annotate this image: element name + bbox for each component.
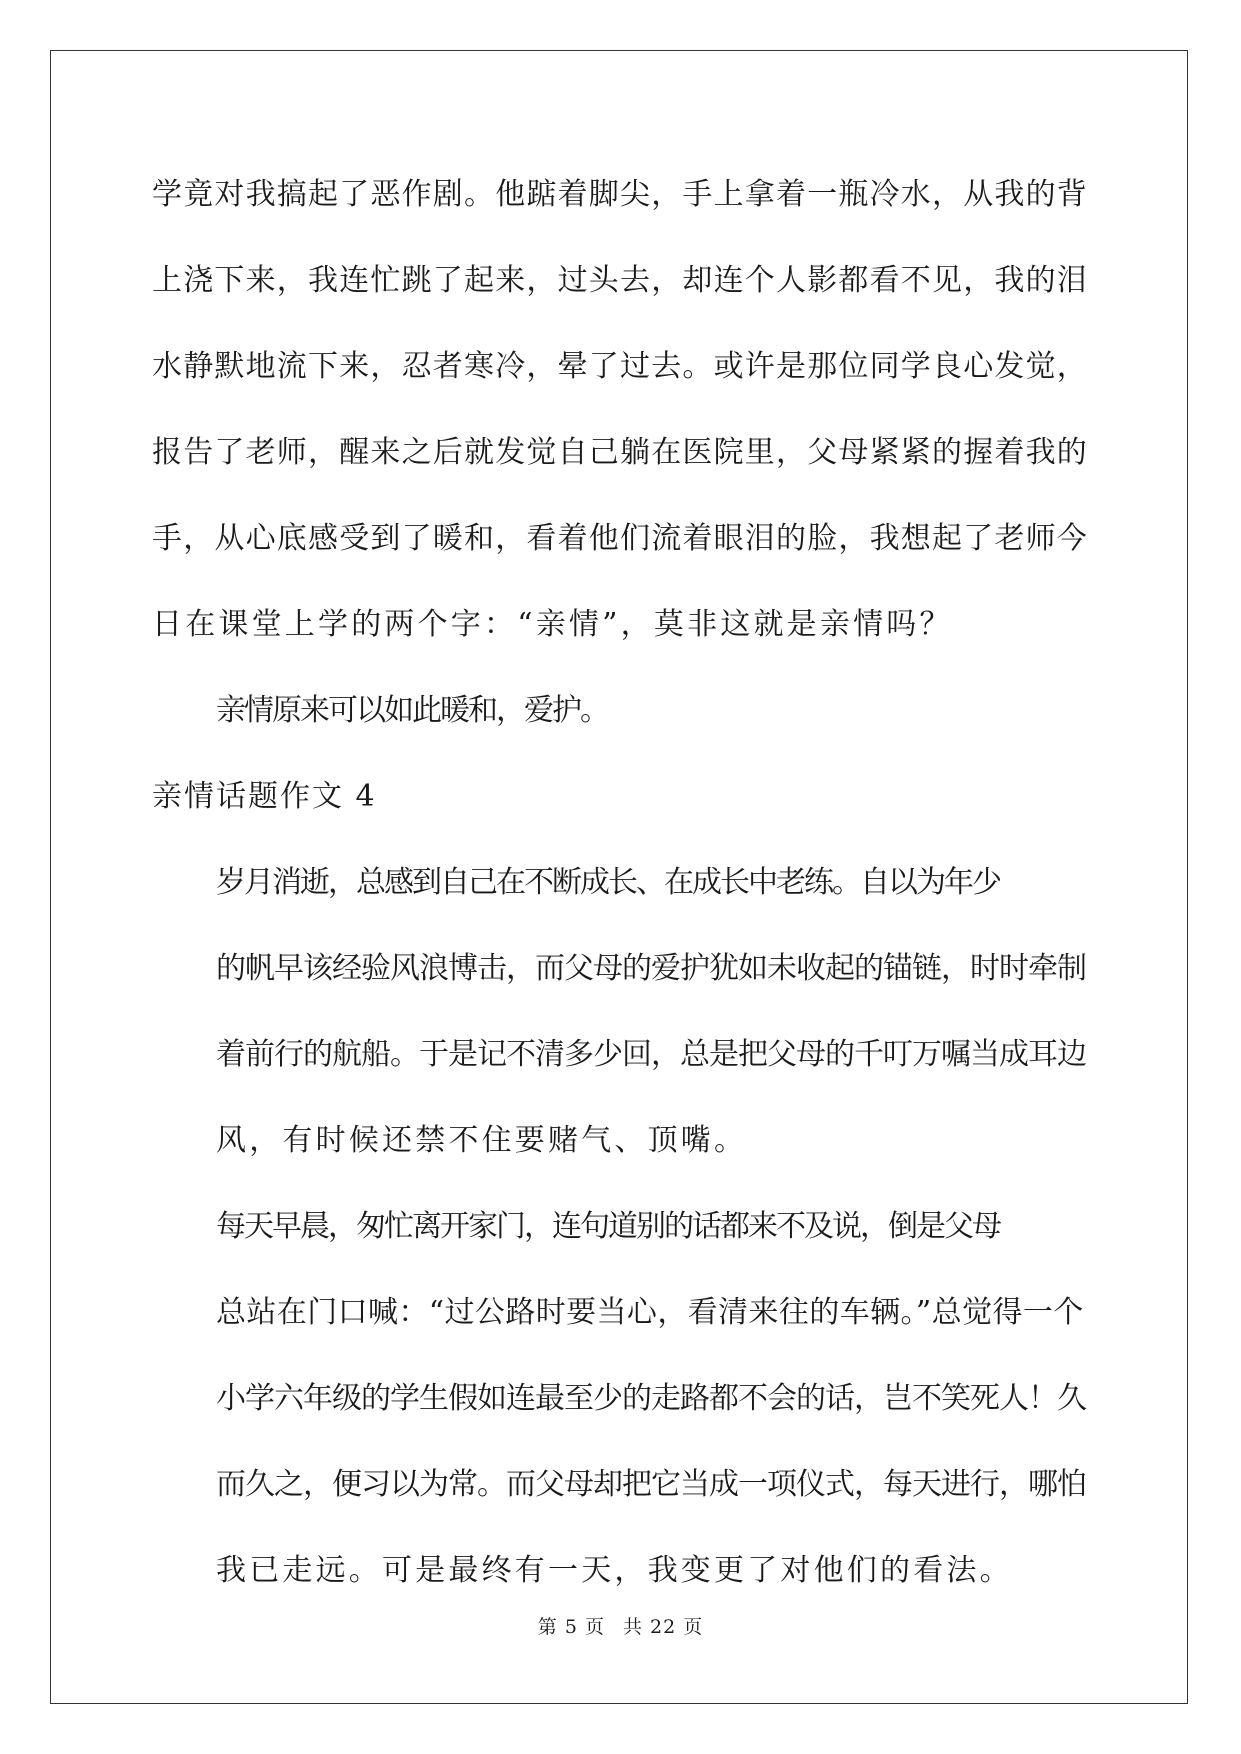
paragraph-line: 小学六年级的学生假如连最至少的走路都不会的话，岂不笑死人！久 [216, 1381, 1086, 1416]
paragraph-line: 学竟对我搞起了恶作剧。他踮着脚尖，手上拿着一瓶冷水，从我的背 [152, 177, 1088, 212]
page-footer [0, 1612, 1241, 1639]
paragraph-line: 而久之，便习以为常。而父母却把它当成一项仪式，每天进行，哪怕 [216, 1467, 1086, 1502]
paragraph-line: 着前行的航船。于是记不清多少回，总是把父母的千叮万嘱当成耳边 [216, 1037, 1086, 1072]
paragraph-p4 [152, 1184, 1088, 1614]
paragraph-line: 手，从心底感受到了暖和，看着他们流着眼泪的脸，我想起了老师今 [152, 521, 1088, 556]
paragraph-line: 风，有时候还禁不住要赌气、顶嘴。 [216, 1123, 748, 1158]
paragraph-p2 [152, 668, 1088, 754]
paragraph-line: 上浇下来，我连忙跳了起来，过头去，却连个人影都看不见，我的泪 [152, 263, 1088, 298]
paragraph-line: 总站在门口喊：“过公路时要当心，看清来往的车辆。”总觉得一个 [216, 1295, 1084, 1330]
paragraph-group-top [152, 152, 1088, 754]
paragraph-line: 岁月消逝，总感到自己在不断成长、在成长中老练。自以为年少 [216, 865, 1000, 900]
paragraph-p3 [152, 840, 1088, 1184]
section-heading: 亲情话题作文 4 [152, 779, 377, 814]
paragraph-line: 亲情原来可以如此暖和，爱护。 [216, 693, 608, 728]
paragraph-line: 每天早晨，匆忙离开家门，连句道别的话都来不及说，倒是父母 [216, 1209, 1000, 1244]
page-total: 共 22 页 [622, 1616, 704, 1638]
paragraph-line: 日在课堂上学的两个字：“亲情”，莫非这就是亲情吗？ [152, 607, 953, 642]
paragraph-line: 报告了老师，醒来之后就发觉自己躺在医院里，父母紧紧的握着我的 [152, 435, 1088, 470]
page-number: 第 5 页 [537, 1616, 605, 1638]
paragraph-line: 我已走远。可是最终有一天，我变更了对他们的看法。 [216, 1553, 1013, 1588]
document-body [152, 152, 1088, 1614]
paragraph-line: 水静默地流下来，忍者寒冷，晕了过去。或许是那位同学良心发觉， [152, 349, 1088, 384]
paragraph-line: 的帆早该经验风浪博击，而父母的爱护犹如未收起的锚链，时时牵制 [216, 951, 1086, 986]
paragraph-group-bottom [152, 840, 1088, 1614]
paragraph-p1 [152, 152, 1088, 668]
